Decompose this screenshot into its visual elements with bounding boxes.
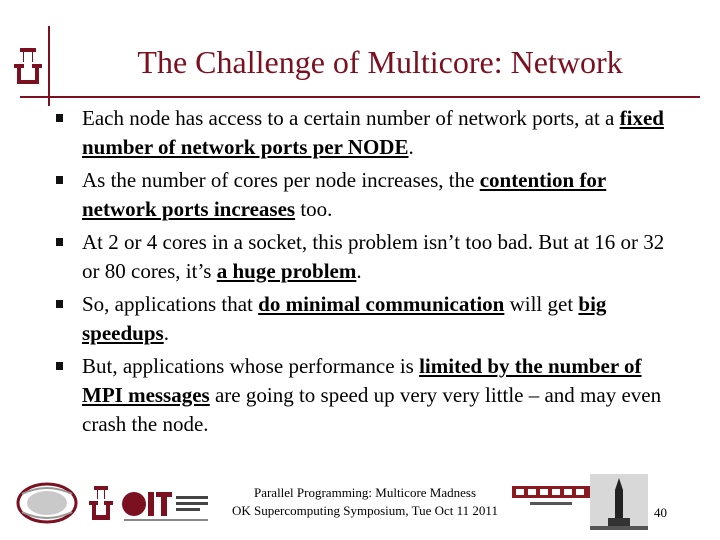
footer-line-1: Parallel Programming: Multicore Madness bbox=[253, 485, 477, 500]
title-vertical-rule bbox=[48, 26, 50, 106]
page-number: 40 bbox=[654, 505, 667, 520]
footer-line-2: OK Supercomputing Symposium, Tue Oct 11 2011 bbox=[232, 503, 498, 518]
bullet-list bbox=[54, 104, 674, 443]
bullet-text: As the number of cores per node increases, the bbox=[82, 168, 480, 192]
title-horizontal-rule bbox=[20, 96, 700, 98]
slide-title: The Challenge of Multicore: Network bbox=[137, 44, 623, 80]
bullet-item bbox=[54, 228, 674, 286]
bullet-marker-icon bbox=[56, 176, 63, 184]
footer-text bbox=[200, 484, 530, 520]
bullet-text: . bbox=[356, 259, 362, 283]
bullet-item bbox=[54, 290, 674, 348]
emphasis-text: contention for network ports increases bbox=[82, 168, 607, 221]
oit-logo bbox=[120, 484, 212, 524]
emphasis-text: big speedups bbox=[82, 292, 607, 345]
ou-logo-footer bbox=[86, 484, 116, 524]
bullet-marker-icon bbox=[56, 300, 63, 308]
ou-logo bbox=[10, 44, 46, 90]
bullet-text: Each node has access to a certain number of network ports, at a bbox=[82, 106, 620, 130]
bullet-item bbox=[54, 352, 674, 439]
emphasis-text: a huge problem bbox=[216, 259, 357, 283]
bullet-text: are going to speed up very very little – and may even crash the node. bbox=[82, 383, 662, 436]
bullet-marker-icon bbox=[56, 114, 63, 122]
bullet-text: too. bbox=[295, 197, 333, 221]
emphasis-text: do minimal communication bbox=[258, 292, 505, 316]
bullet-item bbox=[54, 104, 674, 162]
bullet-text: . bbox=[408, 135, 414, 159]
tower-image bbox=[590, 474, 648, 530]
bullet-text: will get bbox=[504, 292, 579, 316]
oscer-logo bbox=[16, 482, 78, 524]
bullet-text: At 2 or 4 cores in a socket, this problem isn’t too bad. But at 16 or 32 or 80 cores, it’s bbox=[82, 230, 665, 283]
emphasis-text: fixed number of network ports per NODE bbox=[82, 106, 664, 159]
emphasis-text: limited by the number of MPI messages bbox=[82, 354, 642, 407]
bullet-item bbox=[54, 166, 674, 224]
bullet-text: . bbox=[163, 321, 169, 345]
bullet-text: So, applications that bbox=[82, 292, 259, 316]
bullet-marker-icon bbox=[56, 362, 63, 370]
bullet-marker-icon bbox=[56, 238, 63, 246]
bullet-text: But, applications whose performance is bbox=[82, 354, 420, 378]
